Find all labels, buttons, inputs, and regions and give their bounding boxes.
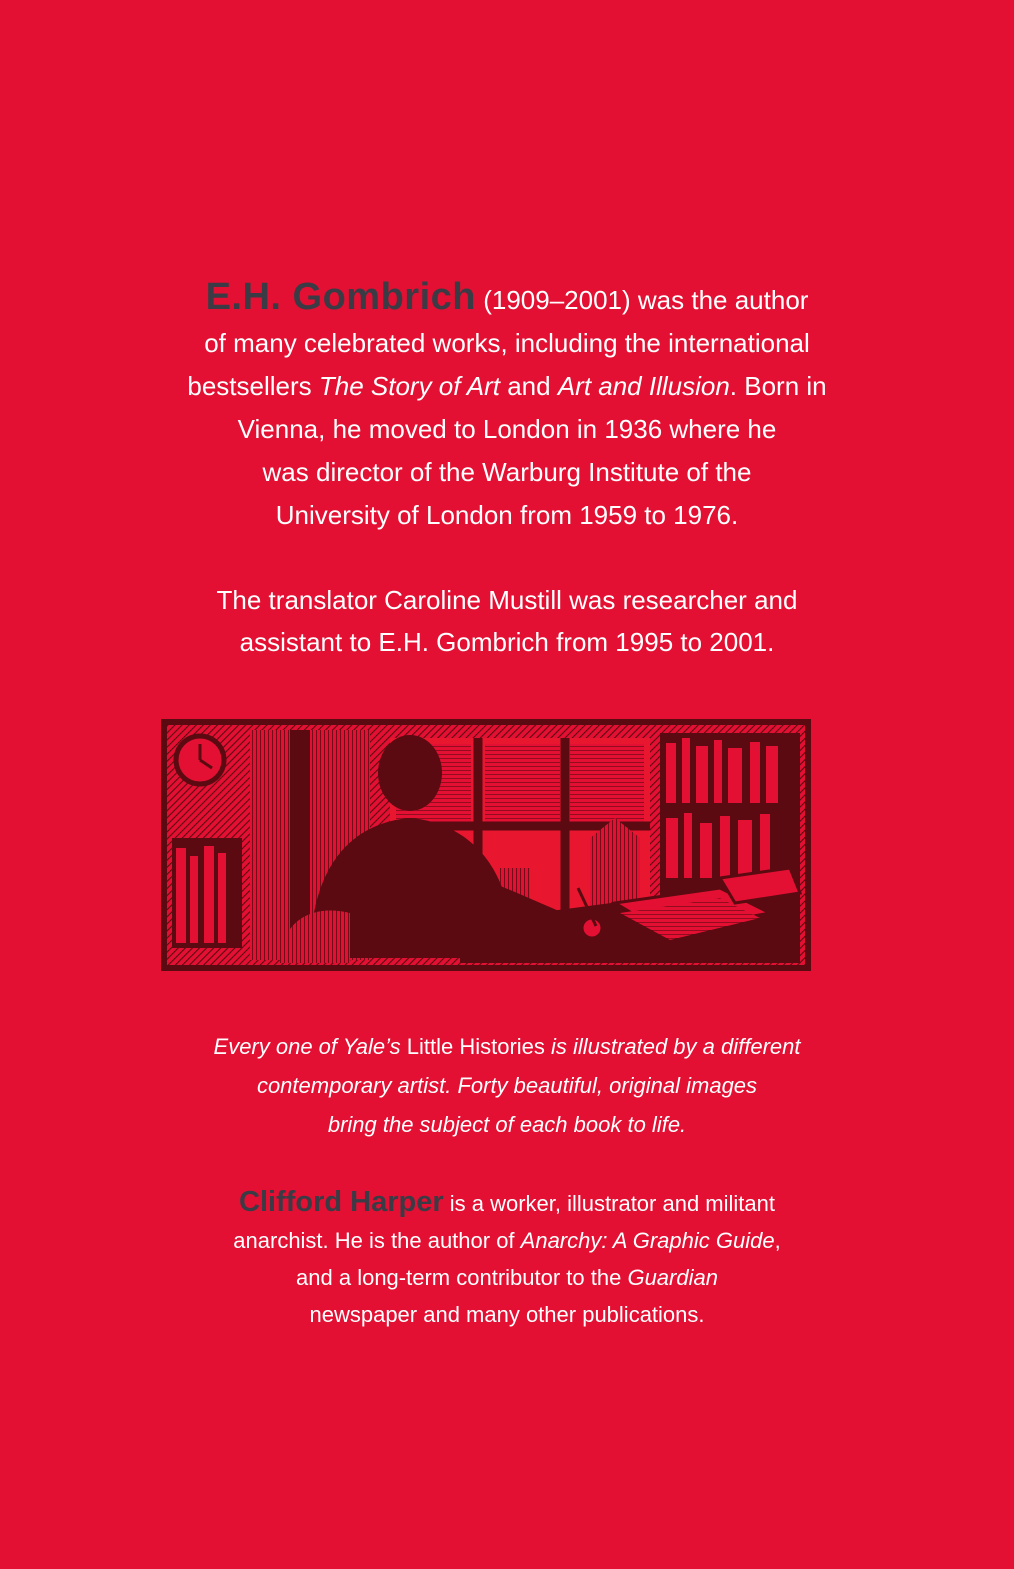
author-bio-line-4: Vienna, he moved to London in 1936 where he bbox=[237, 414, 777, 444]
author-bio-line-5: was director of the Warburg Institute of the bbox=[262, 457, 752, 487]
artist-bio-line-3: and a long-term contributor to the Guardian bbox=[296, 1265, 718, 1290]
woodcut-illustration bbox=[160, 718, 812, 972]
artist-bio bbox=[0, 1184, 1014, 1333]
newspaper-title-guardian: Guardian bbox=[627, 1265, 718, 1290]
author-name: E.H. Gombrich bbox=[205, 276, 476, 318]
author-bio-line-2: of many celebrated works, including the international bbox=[204, 328, 810, 358]
artist-bio-line-2: anarchist. He is the author of Anarchy: A Graphic Guide, bbox=[233, 1228, 781, 1253]
book-title-art-and-illusion: Art and Illusion bbox=[557, 371, 730, 401]
series-note bbox=[0, 1027, 1014, 1144]
series-note-line-2: contemporary artist. Forty beautiful, original images bbox=[256, 1073, 758, 1098]
book-title-story-of-art: The Story of Art bbox=[318, 371, 500, 401]
artist-bio-line-1: Clifford Harper is a worker, illustrator and militant bbox=[239, 1186, 775, 1218]
series-note-line-1: Every one of Yale’s Little Histories is illustrated by a different bbox=[213, 1034, 801, 1059]
artist-bio-line-4: newspaper and many other publications. bbox=[309, 1302, 705, 1327]
author-bio-line-6: University of London from 1959 to 1976. bbox=[275, 500, 739, 530]
series-note-line-3: bring the subject of each book to life. bbox=[327, 1112, 687, 1137]
translator-bio-line-1: The translator Caroline Mustill was researcher and bbox=[216, 585, 798, 615]
author-bio-line-3: bestsellers The Story of Art and Art and Illusion. Born in bbox=[187, 371, 827, 401]
translator-bio bbox=[0, 579, 1014, 663]
series-name: Little Histories bbox=[406, 1034, 545, 1059]
artist-name: Clifford Harper bbox=[239, 1186, 444, 1218]
translator-bio-line-2: assistant to E.H. Gombrich from 1995 to 2001. bbox=[239, 627, 775, 657]
book-title-anarchy: Anarchy: A Graphic Guide bbox=[520, 1228, 775, 1253]
author-bio-line-1: E.H. Gombrich (1909–2001) was the author bbox=[205, 276, 809, 318]
author-bio bbox=[0, 276, 1014, 537]
